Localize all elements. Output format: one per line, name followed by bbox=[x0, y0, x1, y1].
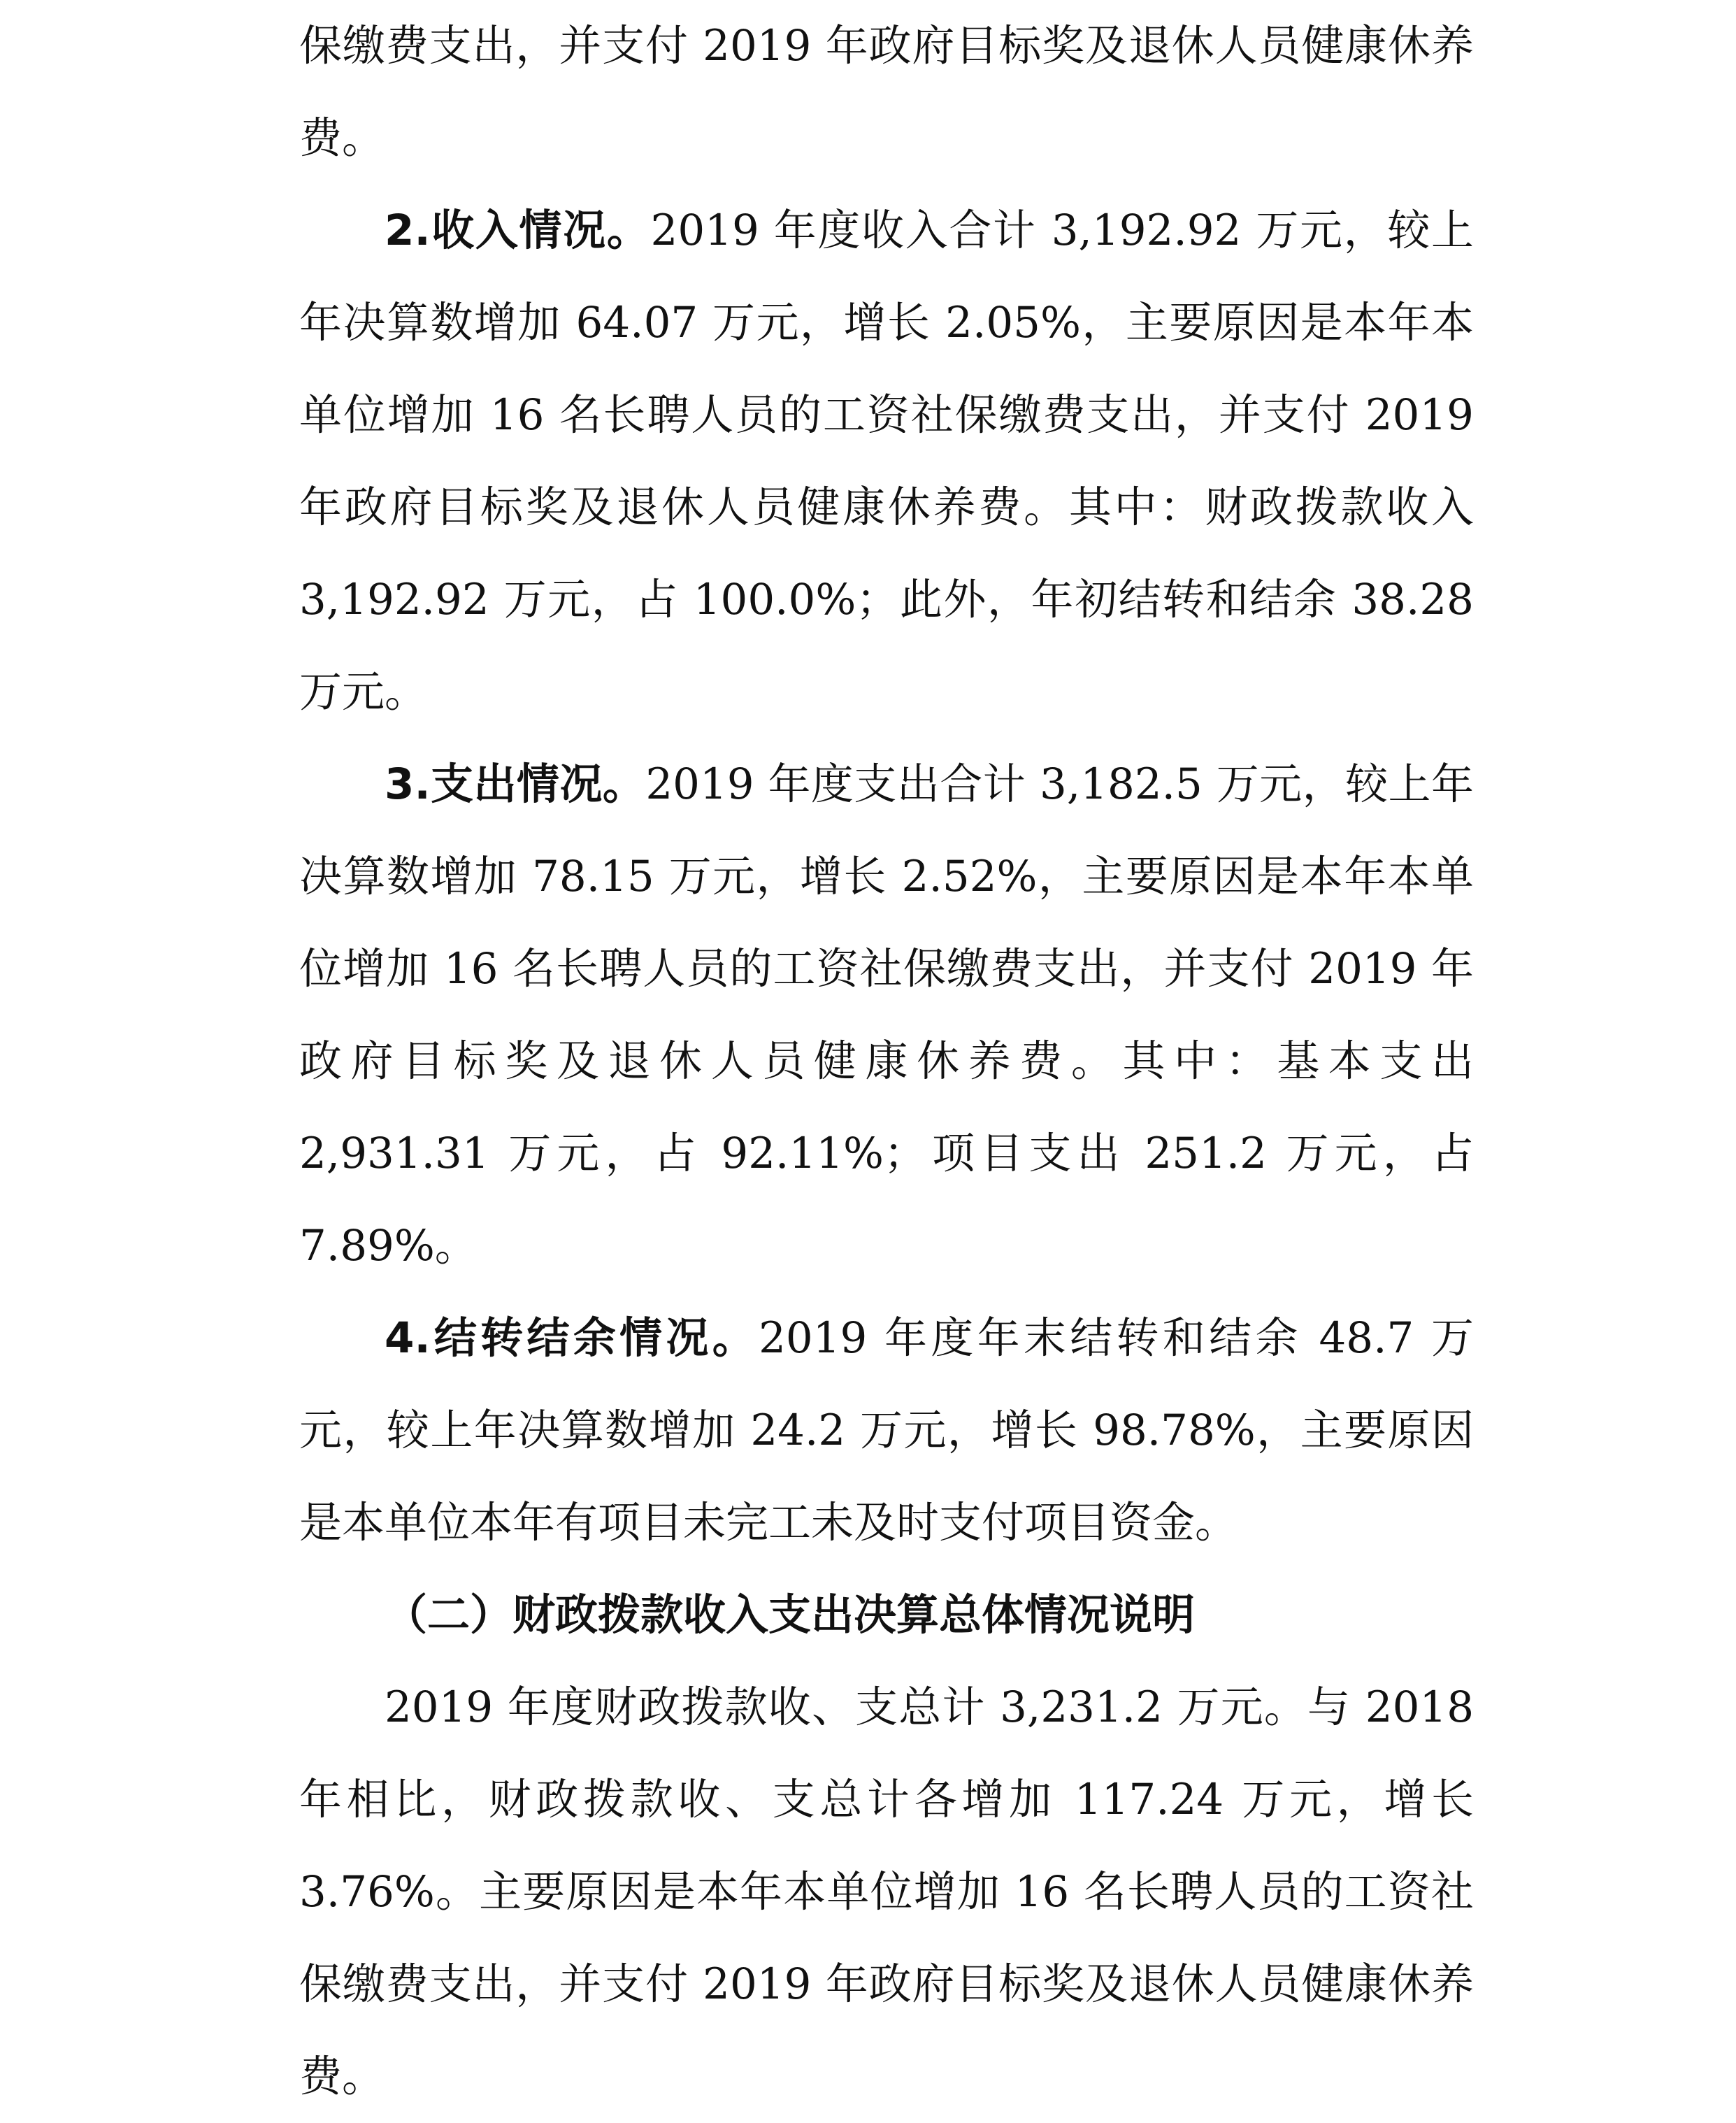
expenditure-body: 2019 年度支出合计 3,182.5 万元，较上年决算数增加 78.15 万元，增长 2.52%，主要原因是本年本单位增加 16 名长聘人员的工资社保缴费支出，并支付 2019 年政府目标奖及退休人员健康休养费。其中：基本支出 2,931.31 万元，占 92.11%；项目支出 251.2 万元，占 7.89%。 bbox=[299, 759, 1474, 1271]
carryover-lead: 4.结转结余情况。 bbox=[385, 1313, 759, 1363]
paragraph-carryover bbox=[299, 1292, 1474, 1569]
income-lead: 2.收入情况。 bbox=[385, 206, 651, 255]
carryover-body: 2019 年度年末结转和结余 48.7 万元，较上年决算数增加 24.2 万元，增长 98.78%，主要原因是本单位本年有项目未完工未及时支付项目资金。 bbox=[299, 1313, 1474, 1547]
paragraph-fiscal-summary: 2019 年度财政拨款收、支总计 3,231.2 万元。与 2018 年相比，财政拨款收、支总计各增加 117.24 万元，增长 3.76%。主要原因是本年本单位增加 16 名长聘人员的工资社保缴费支出，并支付 2019 年政府目标奖及退休人员健康休养费。 bbox=[299, 1682, 1474, 2101]
document-page bbox=[299, 0, 1474, 2123]
expenditure-lead: 3.支出情况。 bbox=[385, 759, 646, 809]
paragraph-expenditure bbox=[299, 738, 1474, 1292]
paragraph-continuation: 保缴费支出，并支付 2019 年政府目标奖及退休人员健康休养费。 bbox=[299, 21, 1474, 163]
paragraph-income bbox=[299, 185, 1474, 738]
income-body: 2019 年度收入合计 3,192.92 万元，较上年决算数增加 64.07 万元，增长 2.05%，主要原因是本年本单位增加 16 名长聘人员的工资社保缴费支出，并支付 2019 年政府目标奖及退休人员健康休养费。其中：财政拨款收入 3,192.92 万元，占 100.0%；此外，年初结转和结余 38.28 万元。 bbox=[299, 206, 1474, 717]
section-heading: （二）财政拨款收入支出决算总体情况说明 bbox=[385, 1590, 1196, 1640]
